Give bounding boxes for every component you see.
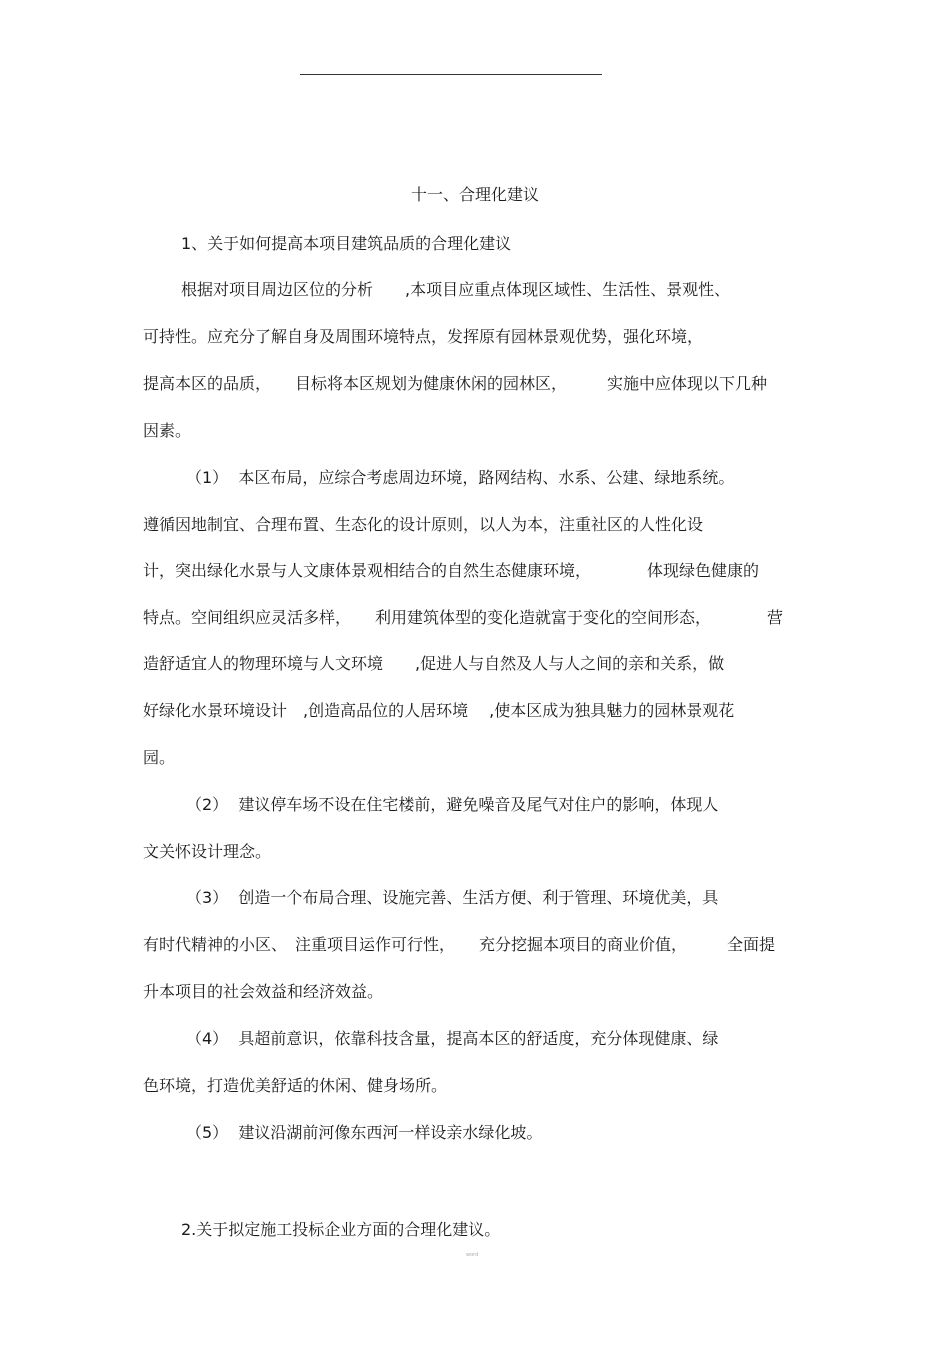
intro-line: 提高本区的品质， 目标将本区规划为健康休闲的园林区， 实施中应体现以下几种 [143,374,768,393]
footer-watermark: word [466,1252,479,1258]
item4-line: 色环境，打造优美舒适的休闲、健身场所。 [143,1076,448,1095]
item1-line: 特点。空间组织应灵活多样， 利用建筑体型的变化造就富于变化的空间形态， 营 [143,608,784,627]
header-rule [300,74,602,75]
item1-line: （1） 本区布局，应综合考虑周边环境，路网结构、水系、公建、绿地系统。 [186,468,735,487]
item1-line: 园。 [143,748,176,767]
intro-line: 根据对项目周边区位的分析 ,本项目应重点体现区域性、生活性、景观性、 [181,280,731,299]
item3-line: 升本项目的社会效益和经济效益。 [143,982,384,1001]
item2-line: 文关怀设计理念。 [143,842,272,861]
section2-heading: 2.关于拟定施工投标企业方面的合理化建议。 [181,1220,501,1239]
item2-line: （2） 建议停车场不设在住宅楼前，避免噪音及尾气对住户的影响，体现人 [186,795,719,814]
item3-line: 有时代精神的小区、 注重项目运作可行性， 充分挖掘本项目的商业价值， 全面提 [143,935,776,954]
page-title: 十一、合理化建议 [410,185,539,204]
section1-heading: 1、关于如何提高本项目建筑品质的合理化建议 [181,234,512,253]
item4-line: （4） 具超前意识，依靠科技含量，提高本区的舒适度，充分体现健康、绿 [186,1029,719,1048]
item5-line: （5） 建议沿湖前河像东西河一样设亲水绿化坡。 [186,1123,543,1142]
intro-line: 因素。 [143,421,192,440]
item1-line: 好绿化水景环境设计 ,创造高品位的人居环境 ,使本区成为独具魅力的园林景观花 [143,701,735,720]
item3-line: （3） 创造一个布局合理、设施完善、生活方便、利于管理、环境优美，具 [186,888,719,907]
item1-line: 造舒适宜人的物理环境与人文环境 ,促进人与自然及人与人之间的亲和关系，做 [143,654,725,673]
intro-line: 可持性。应充分了解自身及周围环境特点，发挥原有园林景观优势，强化环境， [143,327,704,346]
item1-line: 遵循因地制宜、合理布置、生态化的设计原则，以人为本，注重社区的人性化设 [143,515,704,534]
item1-line: 计，突出绿化水景与人文康体景观相结合的自然生态健康环境， 体现绿色健康的 [143,561,760,580]
